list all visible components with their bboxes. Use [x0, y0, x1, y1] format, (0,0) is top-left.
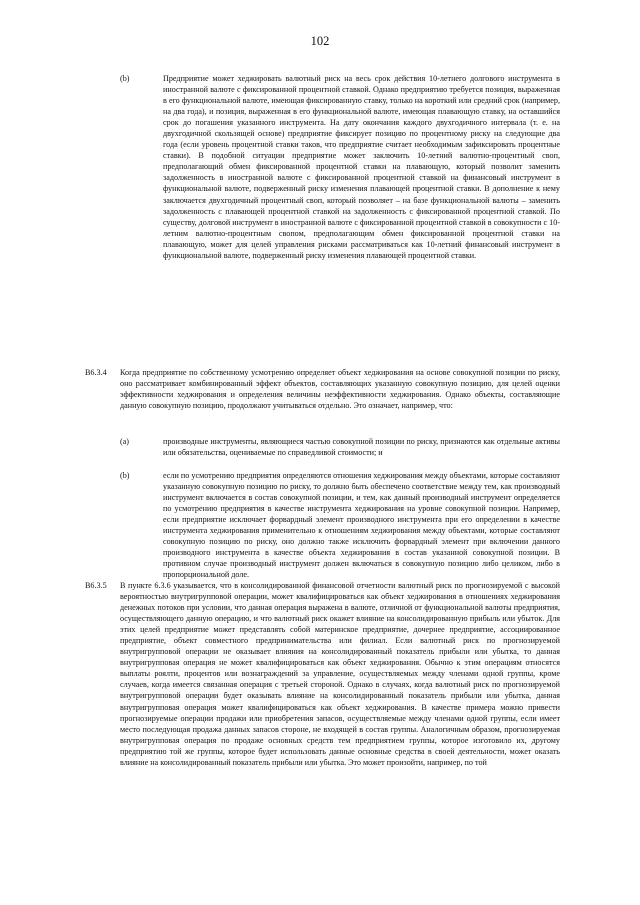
- list-marker-b: (b): [120, 471, 130, 480]
- paragraph-text: Когда предприятие по собственному усмотрению определяет объект хеджирования на основе совокупной позиции по риску, оно рассматривает комбинированный эффект объектов, составляющих указанную совокупную позицию, для целей оценки эффективности хеджирования и определения величины неэффективности хеджирования. Однако объекты, составляющие данную совокупную позицию, продолжают учитываться отдельно. Это означает, например, что:: [120, 368, 560, 411]
- page-number: 102: [310, 34, 330, 48]
- list-item-a: [163, 436, 560, 458]
- section-number-b635: B6.3.5: [85, 581, 107, 590]
- section-number-b634: B6.3.4: [85, 368, 107, 377]
- section-b635-text: [120, 580, 560, 768]
- paragraph-text: Предприятие может хеджировать валютный риск на весь срок действия 10-летнего долгового инструмента в иностранной валюте с фиксированной процентной ставкой. Однако предприятию требуется позиция, выраженная в его функциональной валюте, имеющая фиксированную ставку, только на короткий или средний срок (например, на два года), и позиция, выраженная в его функциональной валюте, имеющая плавающую ставку, на оставшийся срок до погашения указанного инструмента. На дату окончания каждого двухгодичного интервала (т. е. на двухгодичной скользящей основе) предприятие фиксирует позицию по процентному риску на следующие два года (если уровень процентной ставки таков, что предприятие считает необходимым зафиксировать процентные ставки). В подобной ситуации предприятие может заключить 10-летний валютно-процентный своп, предполагающий обмен фиксированной процентной ставки на плавающую, который позволит заменить задолженность в иностранной валюте с фиксированной процентной ставкой на финансовый инструмент в функциональной валюте, подверженный риску изменения плавающей процентной ставки. В дополнение к нему заключается двухгодичный процентный своп, который позволяет – на базе функциональной валюты – заменить задолженность с плавающей процентной ставкой на задолженность с фиксированной процентной ставкой. По существу, долговой инструмент в иностранной валюте с фиксированной процентной ставкой в совокупности с 10-летним валютно-процентным свопом, предполагающим обмен фиксированной процентной ставки на плавающую, может для целей управления рисками рассматриваться как 10-летний финансовый инструмент в функциональной валюте, подверженный риску изменения плавающей процентной ставки.: [163, 74, 560, 260]
- list-item-b: [163, 470, 560, 580]
- section-b634-text: [120, 367, 560, 411]
- list-marker-a: (a): [120, 437, 130, 446]
- paragraph-b-top: [163, 73, 560, 261]
- list-item-text: производные инструменты, являющиеся частью совокупной позиции по риску, признаются как отдельные активы или обязательства, оцениваемые по справедливой стоимости; и: [163, 437, 560, 458]
- paragraph-text: В пункте 6.3.6 указывается, что в консолидированной финансовой отчетности валютный риск по прогнозируемой с высокой вероятностью внутригрупповой операции, может квалифицироваться как объект хеджирования в отношениях хеджирования денежных потоков при условии, что данная операция выражена в валюте, отличной от функциональной валюты предприятия, осуществляющего данную операцию, и что валютный риск окажет влияние на консолидированную прибыль или убыток. Для этих целей предприятие может представлять собой материнское предприятие, дочернее предприятие, ассоциированное предприятие, объект совместного предпринимательства или филиал. Если валютный риск по прогнозируемой внутригрупповой операции не оказывает влияния на консолидированный показатель прибыли или убытка, то данная внутригрупповая операция не может квалифицироваться как объект хеджирования. Обычно к этим операциям относятся выплаты роялти, процентов или вознаграждений за управление, осуществляемых между членами одной группы, кроме случаев, когда имеется связанная операция с третьей стороной. Однако в случаях, когда валютный риск по прогнозируемой внутригрупповой операции будет оказывать влияние на консолидированный показатель прибыли или убытка, данная внутригрупповая операция может квалифицироваться как объект хеджирования. В качестве примера можно привести прогнозируемые операции продажи или приобретения запасов, осуществляемые между членами одной группы, если имеет место последующая продажа данных запасов стороне, не входящей в состав группы. Аналогичным образом, прогнозируемая внутригрупповая операция по продаже основных средств тем предприятием группы, которое изготовило их, другому предприятию той же группы, которое будет использовать данные основные средства в своей деятельности, может оказать влияние на консолидированный показатель прибыли или убытка. Это может произойти, например, по той: [120, 581, 560, 767]
- list-item-text: если по усмотрению предприятия определяются отношения хеджирования между объектами, которые составляют указанную совокупную позицию по риску, то должно быть обеспечено соответствие между тем, как производный инструмент включается в состав совокупной позиции, и тем, как данный производный инструмент определяется по усмотрению предприятия в качестве инструмента хеджирования на уровне совокупной позиции. Например, если предприятие исключает форвардный элемент производного инструмента при его определении в качестве инструмента хеджирования применительно к отношениям хеджирования между объектами, которые составляют совокупную позицию по риску, оно должно также исключить форвардный элемент при включении данного производного инструмента в качестве объекта хеджирования в состав указанной совокупной позиции. В противном случае производный инструмент должен включаться в совокупную позицию либо целиком, либо в пропорциональной доле.: [163, 471, 560, 580]
- list-marker-b-top: (b): [120, 74, 130, 83]
